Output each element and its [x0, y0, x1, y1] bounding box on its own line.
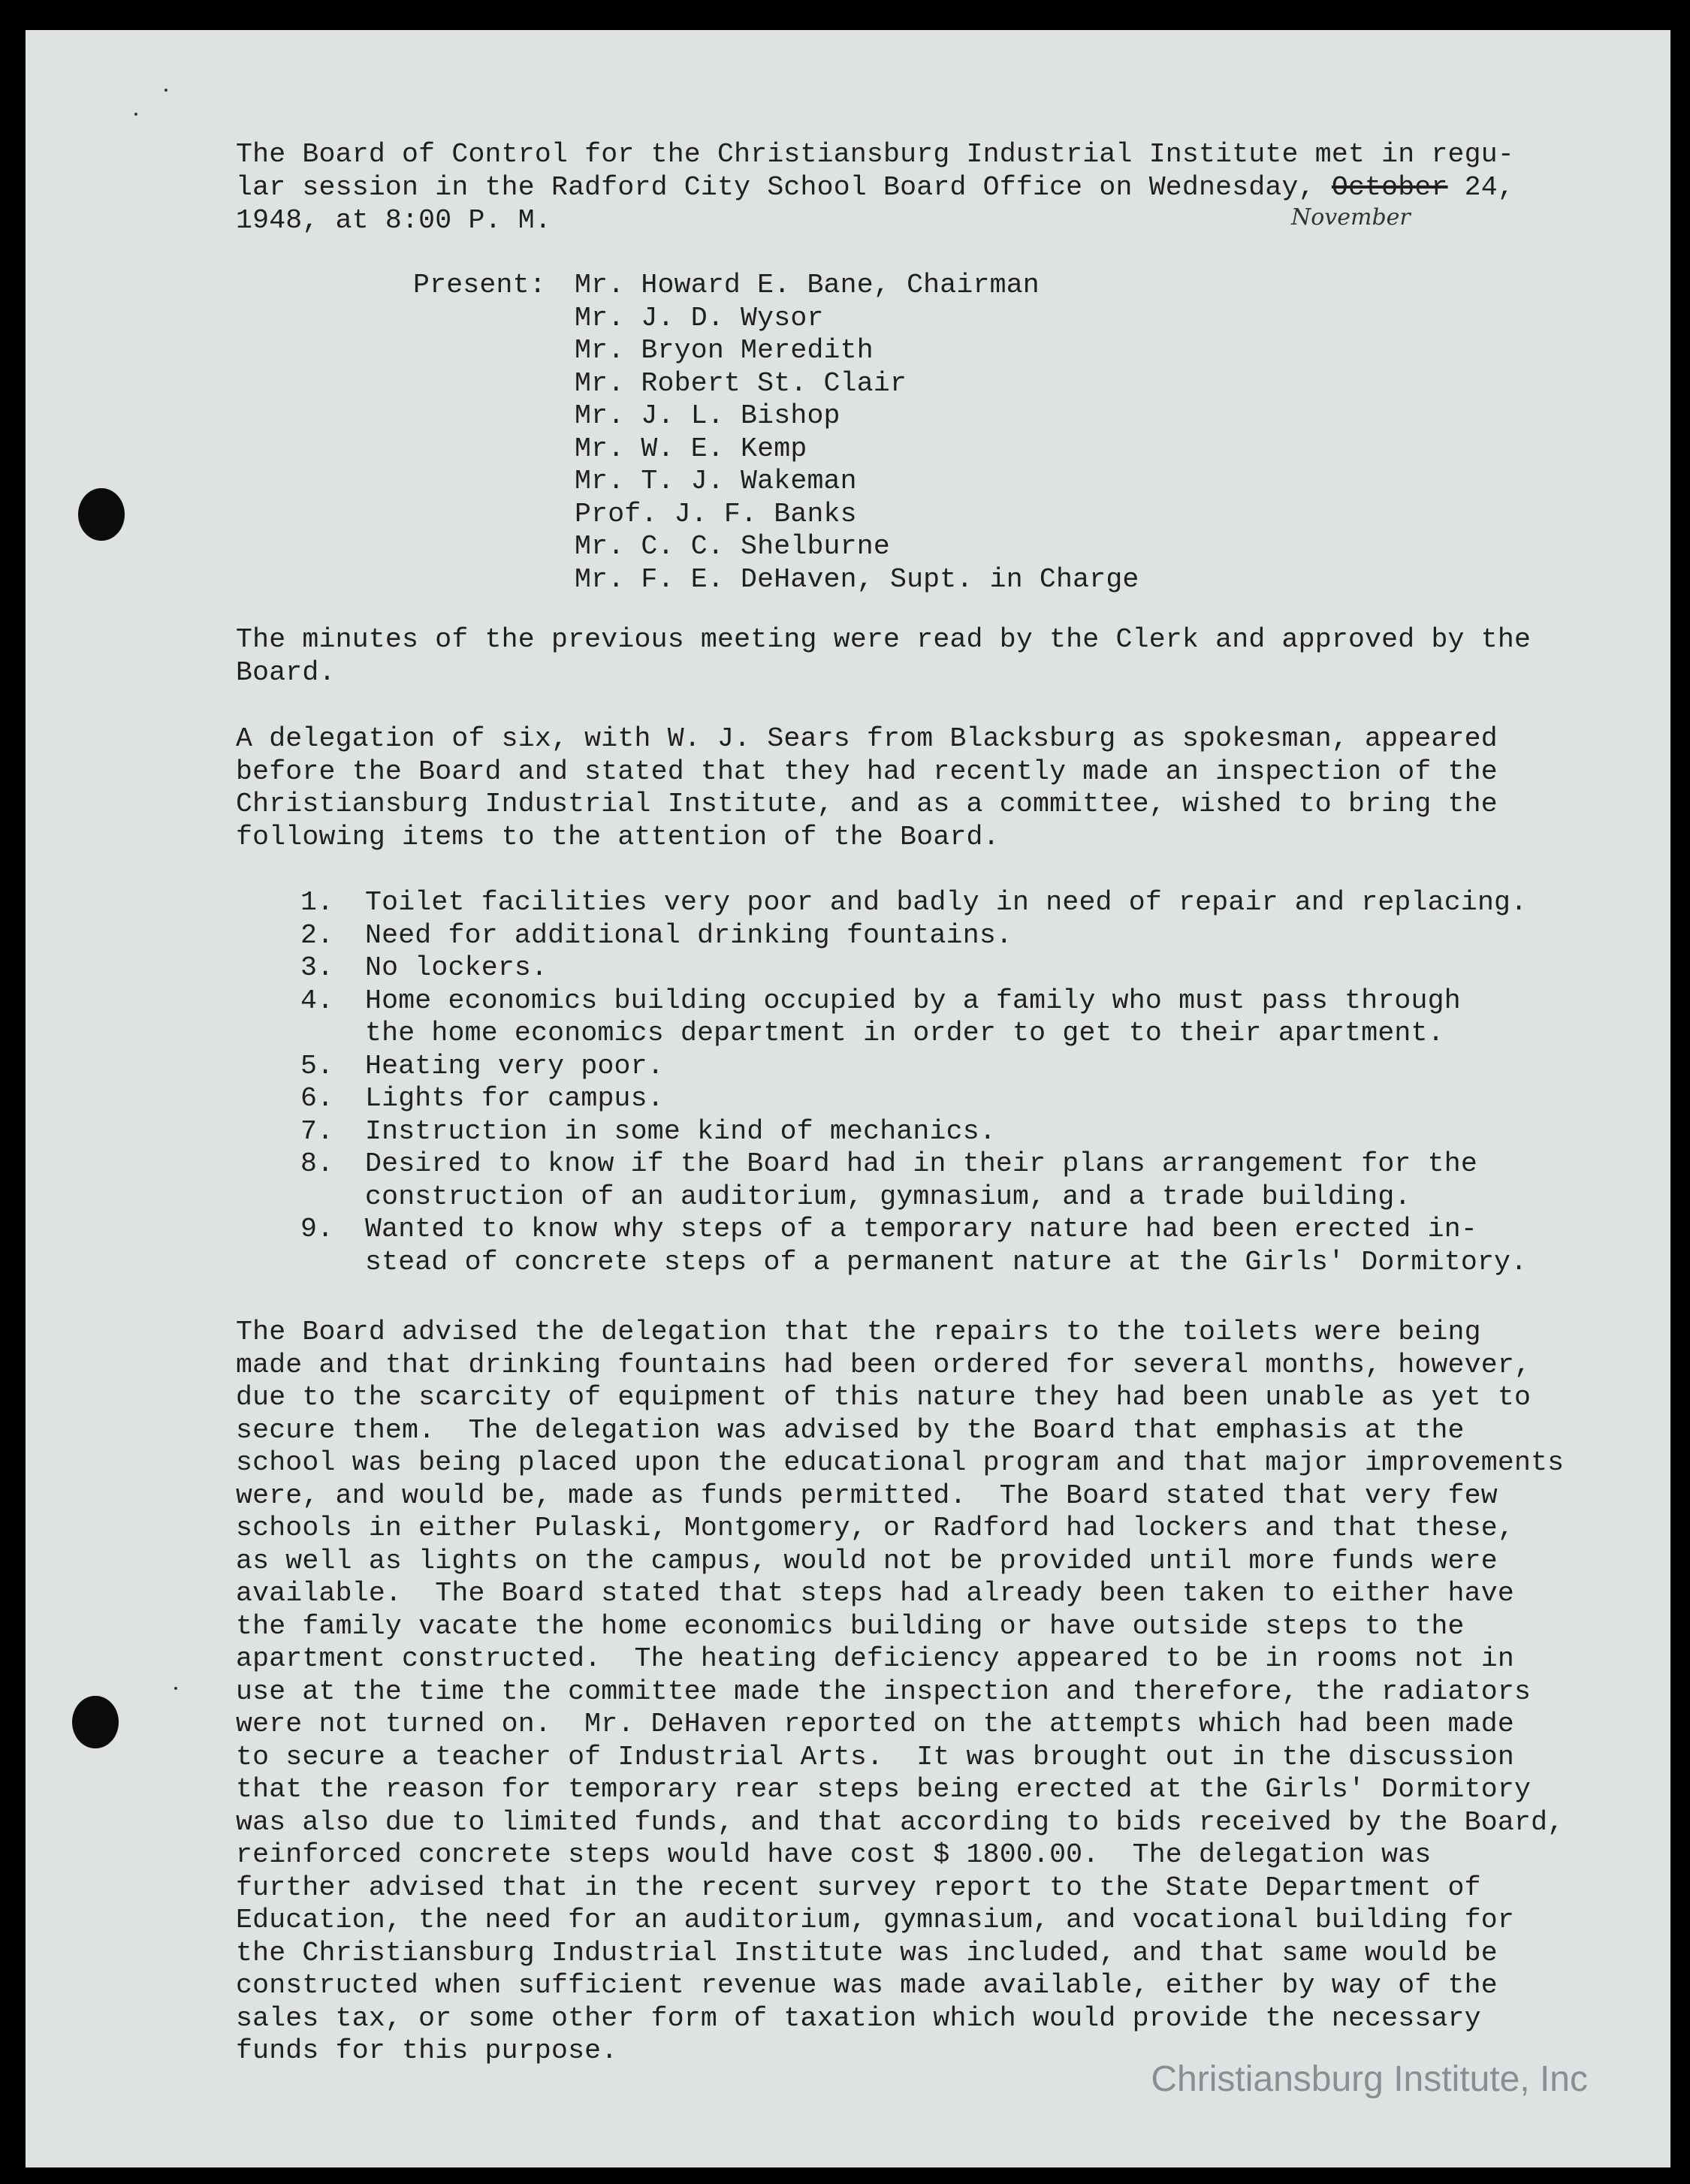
present-member: Mr. J. D. Wysor	[575, 302, 824, 333]
present-member: Mr. T. J. Wakeman	[575, 466, 857, 496]
present-member: Mr. F. E. DeHaven, Supt. in Charge	[575, 563, 1139, 595]
intro-line-2	[236, 171, 1514, 204]
present-member: Mr. W. E. Kemp	[575, 433, 807, 464]
minutes-line: Board.	[236, 656, 336, 688]
advice-line: the family vacate the home economics building or have outside steps to the	[236, 1610, 1465, 1642]
advice-line: schools in either Pulaski, Montgomery, or Radford had lockers and that these,	[236, 1513, 1514, 1543]
item-number: 2.	[300, 919, 334, 951]
delegation-line: following items to the attention of the Board.	[236, 821, 1000, 852]
item-number: 1.	[300, 887, 334, 918]
present-member: Prof. J. F. Banks	[575, 498, 857, 529]
present-member: Mr. Robert St. Clair	[575, 367, 907, 399]
punch-hole-top	[78, 488, 125, 541]
advice-line: use at the time the committee made the inspection and therefore, the radiators	[236, 1676, 1532, 1707]
item-text: Toilet facilities very poor and badly in need of repair and replacing.	[365, 887, 1528, 918]
intro-line-1: The Board of Control for the Christiansburg Industrial Institute met in regu-	[236, 139, 1514, 170]
document-page	[26, 30, 1670, 2167]
struck-month: October	[1331, 172, 1448, 203]
intro-line-2-text: lar session in the Radford City School Board Office on Wednesday,	[236, 172, 1332, 203]
advice-line: was also due to limited funds, and that according to bids received by the Board,	[236, 1806, 1565, 1838]
advice-line: Education, the need for an auditorium, gymnasium, and vocational building for	[236, 1905, 1514, 1935]
item-text: the home economics department in order to get to their apartment.	[365, 1018, 1444, 1048]
punch-hole-bottom	[72, 1696, 119, 1748]
advice-line: made and that drinking fountains had been ordered for several months, however,	[236, 1349, 1532, 1380]
advice-line: due to the scarcity of equipment of this nature they had been unable as yet to	[236, 1382, 1532, 1413]
item-number: 8.	[300, 1148, 334, 1179]
paper-speck	[134, 113, 137, 116]
item-text: Heating very poor.	[365, 1050, 664, 1081]
advice-line: that the reason for temporary rear steps being erected at the Girls' Dormitory	[236, 1774, 1532, 1805]
minutes-line: The minutes of the previous meeting were read by the Clerk and approved by the	[236, 624, 1532, 655]
item-text: Lights for campus.	[365, 1083, 664, 1114]
advice-line: reinforced concrete steps would have cost $ 1800.00. The delegation was	[236, 1839, 1432, 1870]
present-member: Mr. J. L. Bishop	[575, 400, 840, 431]
item-text: stead of concrete steps of a permanent nature at the Girls' Dormitory.	[365, 1246, 1528, 1278]
item-number: 3.	[300, 952, 334, 983]
item-number: 7.	[300, 1115, 334, 1147]
advice-line: school was being placed upon the educational program and that major improvements	[236, 1447, 1565, 1478]
advice-line: were not turned on. Mr. DeHaven reported on the attempts which had been made	[236, 1709, 1514, 1739]
advice-line: The Board advised the delegation that the repairs to the toilets were being	[236, 1317, 1481, 1347]
delegation-line: A delegation of six, with W. J. Sears from Blacksburg as spokesman, appeared	[236, 723, 1498, 754]
intro-line-3: 1948, at 8:00 P. M.	[236, 205, 551, 236]
present-member: Mr. C. C. Shelburne	[575, 531, 890, 562]
item-text: Desired to know if the Board had in their plans arrangement for the	[365, 1148, 1477, 1179]
paper-speck	[164, 89, 167, 92]
advice-line: apartment constructed. The heating deficiency appeared to be in rooms not in	[236, 1643, 1514, 1674]
advice-line: sales tax, or some other form of taxation which would provide the necessary	[236, 2002, 1481, 2034]
present-member: Mr. Howard E. Bane, Chairman	[575, 270, 1040, 300]
item-text: construction of an auditorium, gymnasium, and a trade building.	[365, 1181, 1411, 1212]
intro-line-2-date: 24,	[1447, 172, 1514, 203]
item-number: 5.	[300, 1050, 334, 1081]
item-number: 6.	[300, 1083, 334, 1114]
item-text: Home economics building occupied by a family who must pass through	[365, 985, 1461, 1016]
item-text: Need for additional drinking fountains.	[365, 919, 1013, 951]
paper-speck	[174, 1687, 177, 1690]
advice-line: funds for this purpose.	[236, 2035, 618, 2066]
item-number: 9.	[300, 1214, 334, 1244]
advice-line: as well as lights on the campus, would not be provided until more funds were	[236, 1545, 1498, 1576]
item-text: No lockers.	[365, 952, 548, 983]
handwritten-correction: November	[1291, 204, 1411, 231]
present-label: Present:	[413, 270, 546, 300]
present-member: Mr. Bryon Meredith	[575, 335, 874, 366]
advice-line: to secure a teacher of Industrial Arts. It was brought out in the discussion	[236, 1741, 1514, 1772]
advice-line: available. The Board stated that steps had already been taken to either have	[236, 1578, 1514, 1609]
delegation-line: before the Board and stated that they had recently made an inspection of the	[236, 756, 1498, 787]
advice-line: constructed when sufficient revenue was made available, either by way of the	[236, 1970, 1498, 2001]
item-text: Instruction in some kind of mechanics.	[365, 1115, 996, 1147]
advice-line: further advised that in the recent survey report to the State Department of	[236, 1872, 1481, 1903]
advice-line: were, and would be, made as funds permitted. The Board stated that very few	[236, 1480, 1498, 1511]
watermark: Christiansburg Institute, Inc	[1151, 2059, 1588, 2099]
advice-line: the Christiansburg Industrial Institute was included, and that same would be	[236, 1937, 1498, 1968]
item-number: 4.	[300, 985, 334, 1016]
item-text: Wanted to know why steps of a temporary nature had been erected in-	[365, 1214, 1477, 1244]
advice-line: secure them. The delegation was advised by the Board that emphasis at the	[236, 1414, 1465, 1446]
delegation-line: Christiansburg Industrial Institute, and as a committee, wished to bring the	[236, 789, 1498, 819]
